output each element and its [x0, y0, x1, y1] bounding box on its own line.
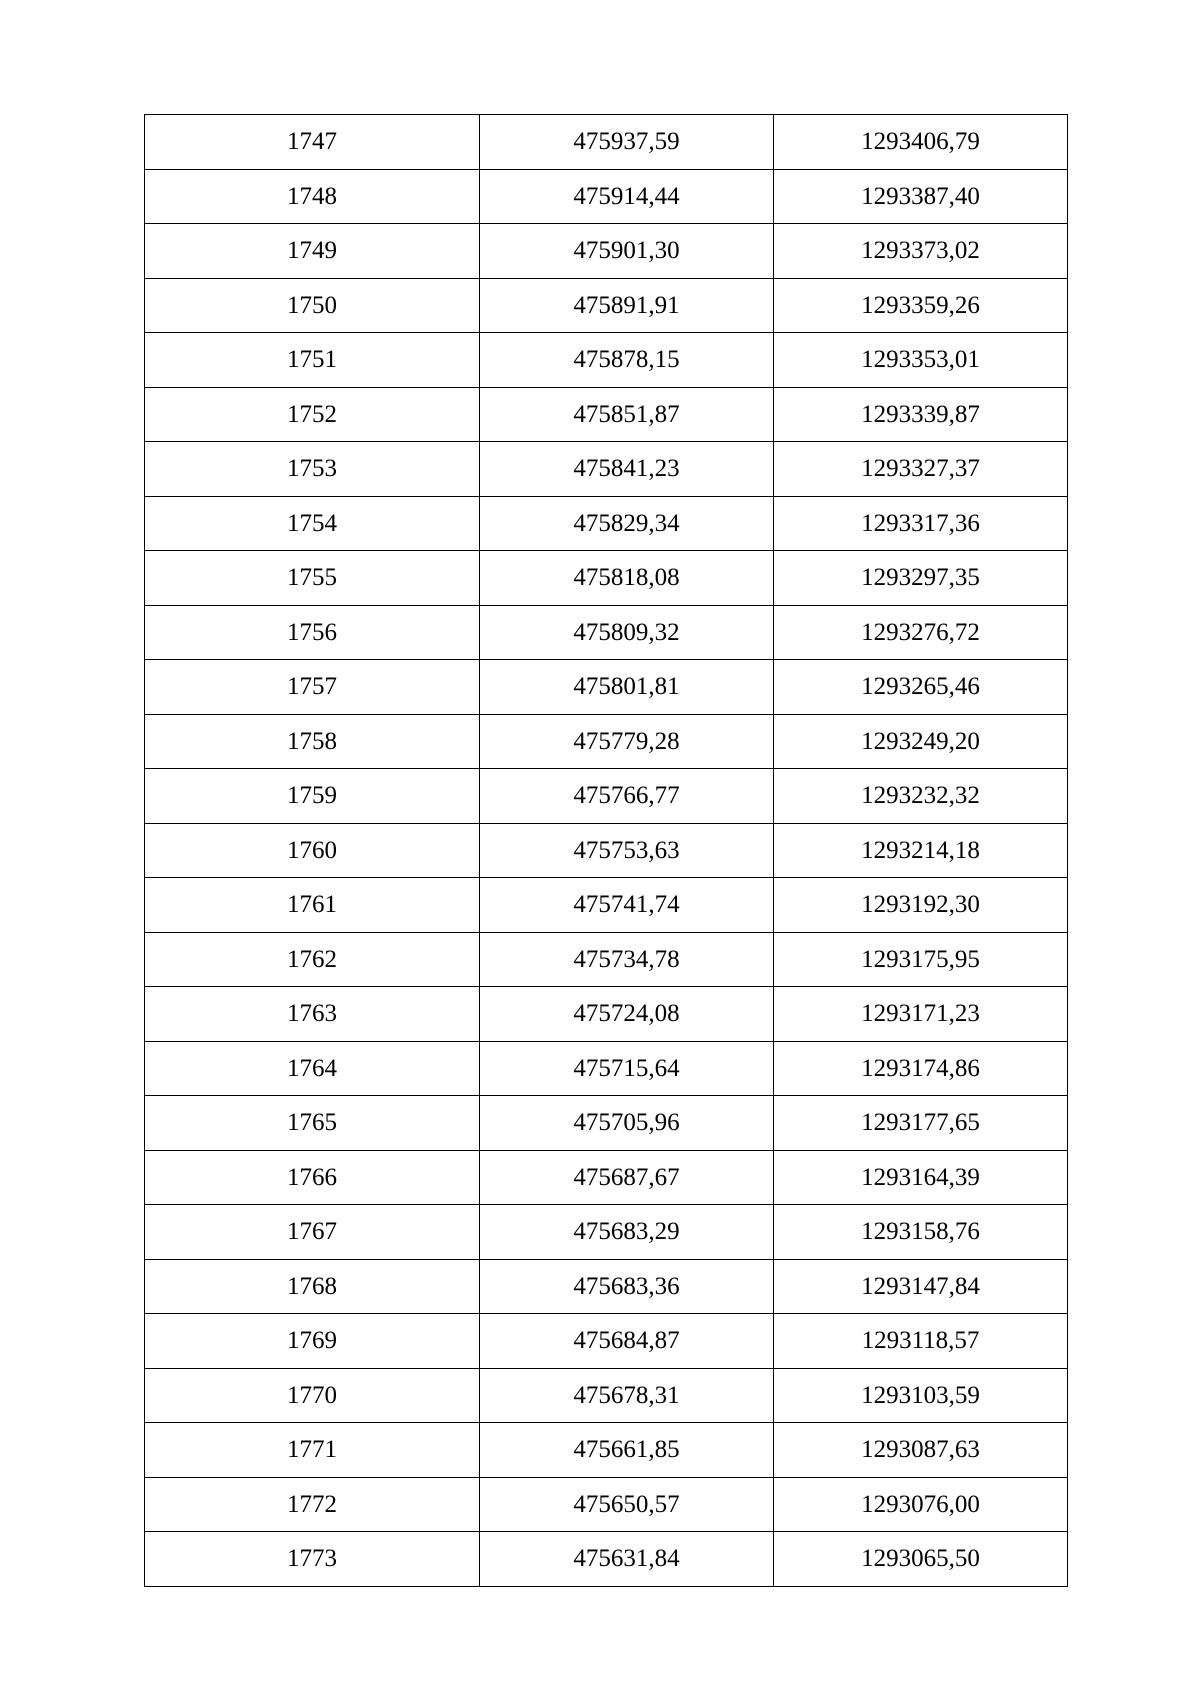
x-coordinate-cell: 475809,32 [480, 605, 774, 660]
x-coordinate-cell: 475661,85 [480, 1423, 774, 1478]
table-row [145, 987, 1068, 1042]
x-coordinate-cell: 475851,87 [480, 387, 774, 442]
x-coordinate-cell: 475914,44 [480, 169, 774, 224]
y-coordinate-cell: 1293171,23 [774, 987, 1068, 1042]
x-coordinate-cell: 475684,87 [480, 1314, 774, 1369]
point-number-cell: 1751 [145, 333, 480, 388]
table-row [145, 1205, 1068, 1260]
table-row [145, 823, 1068, 878]
x-coordinate-cell: 475829,34 [480, 496, 774, 551]
y-coordinate-cell: 1293192,30 [774, 878, 1068, 933]
table-row [145, 278, 1068, 333]
y-coordinate-cell: 1293174,86 [774, 1041, 1068, 1096]
x-coordinate-cell: 475683,36 [480, 1259, 774, 1314]
y-coordinate-cell: 1293373,02 [774, 224, 1068, 279]
y-coordinate-cell: 1293359,26 [774, 278, 1068, 333]
y-coordinate-cell: 1293387,40 [774, 169, 1068, 224]
point-number-cell: 1747 [145, 115, 480, 170]
table-row [145, 714, 1068, 769]
x-coordinate-cell: 475741,74 [480, 878, 774, 933]
y-coordinate-cell: 1293103,59 [774, 1368, 1068, 1423]
y-coordinate-cell: 1293276,72 [774, 605, 1068, 660]
table-row [145, 1477, 1068, 1532]
point-number-cell: 1748 [145, 169, 480, 224]
table-row [145, 442, 1068, 497]
y-coordinate-cell: 1293158,76 [774, 1205, 1068, 1260]
point-number-cell: 1764 [145, 1041, 480, 1096]
y-coordinate-cell: 1293076,00 [774, 1477, 1068, 1532]
y-coordinate-cell: 1293317,36 [774, 496, 1068, 551]
point-number-cell: 1760 [145, 823, 480, 878]
x-coordinate-cell: 475753,63 [480, 823, 774, 878]
point-number-cell: 1756 [145, 605, 480, 660]
y-coordinate-cell: 1293147,84 [774, 1259, 1068, 1314]
y-coordinate-cell: 1293406,79 [774, 115, 1068, 170]
y-coordinate-cell: 1293065,50 [774, 1532, 1068, 1587]
point-number-cell: 1762 [145, 932, 480, 987]
y-coordinate-cell: 1293327,37 [774, 442, 1068, 497]
table-row [145, 551, 1068, 606]
point-number-cell: 1765 [145, 1096, 480, 1151]
table-row [145, 769, 1068, 824]
y-coordinate-cell: 1293297,35 [774, 551, 1068, 606]
point-number-cell: 1749 [145, 224, 480, 279]
y-coordinate-cell: 1293175,95 [774, 932, 1068, 987]
point-number-cell: 1753 [145, 442, 480, 497]
x-coordinate-cell: 475631,84 [480, 1532, 774, 1587]
y-coordinate-cell: 1293164,39 [774, 1150, 1068, 1205]
point-number-cell: 1766 [145, 1150, 480, 1205]
x-coordinate-cell: 475683,29 [480, 1205, 774, 1260]
table-row [145, 1150, 1068, 1205]
table-row [145, 333, 1068, 388]
coordinates-table-body [145, 115, 1068, 1587]
x-coordinate-cell: 475766,77 [480, 769, 774, 824]
table-row [145, 878, 1068, 933]
x-coordinate-cell: 475901,30 [480, 224, 774, 279]
x-coordinate-cell: 475818,08 [480, 551, 774, 606]
point-number-cell: 1758 [145, 714, 480, 769]
point-number-cell: 1763 [145, 987, 480, 1042]
x-coordinate-cell: 475724,08 [480, 987, 774, 1042]
table-row [145, 1041, 1068, 1096]
x-coordinate-cell: 475841,23 [480, 442, 774, 497]
table-row [145, 224, 1068, 279]
x-coordinate-cell: 475878,15 [480, 333, 774, 388]
y-coordinate-cell: 1293353,01 [774, 333, 1068, 388]
point-number-cell: 1770 [145, 1368, 480, 1423]
x-coordinate-cell: 475937,59 [480, 115, 774, 170]
y-coordinate-cell: 1293232,32 [774, 769, 1068, 824]
table-row [145, 1532, 1068, 1587]
y-coordinate-cell: 1293118,57 [774, 1314, 1068, 1369]
table-row [145, 1368, 1068, 1423]
x-coordinate-cell: 475779,28 [480, 714, 774, 769]
point-number-cell: 1768 [145, 1259, 480, 1314]
point-number-cell: 1757 [145, 660, 480, 715]
point-number-cell: 1761 [145, 878, 480, 933]
table-row [145, 1096, 1068, 1151]
table-row [145, 605, 1068, 660]
point-number-cell: 1767 [145, 1205, 480, 1260]
x-coordinate-cell: 475678,31 [480, 1368, 774, 1423]
x-coordinate-cell: 475734,78 [480, 932, 774, 987]
y-coordinate-cell: 1293249,20 [774, 714, 1068, 769]
point-number-cell: 1773 [145, 1532, 480, 1587]
table-row [145, 1314, 1068, 1369]
point-number-cell: 1750 [145, 278, 480, 333]
table-row [145, 660, 1068, 715]
table-row [145, 115, 1068, 170]
point-number-cell: 1752 [145, 387, 480, 442]
y-coordinate-cell: 1293265,46 [774, 660, 1068, 715]
point-number-cell: 1754 [145, 496, 480, 551]
x-coordinate-cell: 475891,91 [480, 278, 774, 333]
y-coordinate-cell: 1293087,63 [774, 1423, 1068, 1478]
y-coordinate-cell: 1293339,87 [774, 387, 1068, 442]
table-row [145, 1423, 1068, 1478]
y-coordinate-cell: 1293214,18 [774, 823, 1068, 878]
point-number-cell: 1772 [145, 1477, 480, 1532]
x-coordinate-cell: 475650,57 [480, 1477, 774, 1532]
point-number-cell: 1769 [145, 1314, 480, 1369]
table-row [145, 387, 1068, 442]
table-row [145, 169, 1068, 224]
table-row [145, 496, 1068, 551]
coordinates-table [144, 114, 1068, 1587]
y-coordinate-cell: 1293177,65 [774, 1096, 1068, 1151]
x-coordinate-cell: 475687,67 [480, 1150, 774, 1205]
x-coordinate-cell: 475801,81 [480, 660, 774, 715]
table-row [145, 1259, 1068, 1314]
x-coordinate-cell: 475705,96 [480, 1096, 774, 1151]
point-number-cell: 1759 [145, 769, 480, 824]
point-number-cell: 1771 [145, 1423, 480, 1478]
point-number-cell: 1755 [145, 551, 480, 606]
table-row [145, 932, 1068, 987]
x-coordinate-cell: 475715,64 [480, 1041, 774, 1096]
